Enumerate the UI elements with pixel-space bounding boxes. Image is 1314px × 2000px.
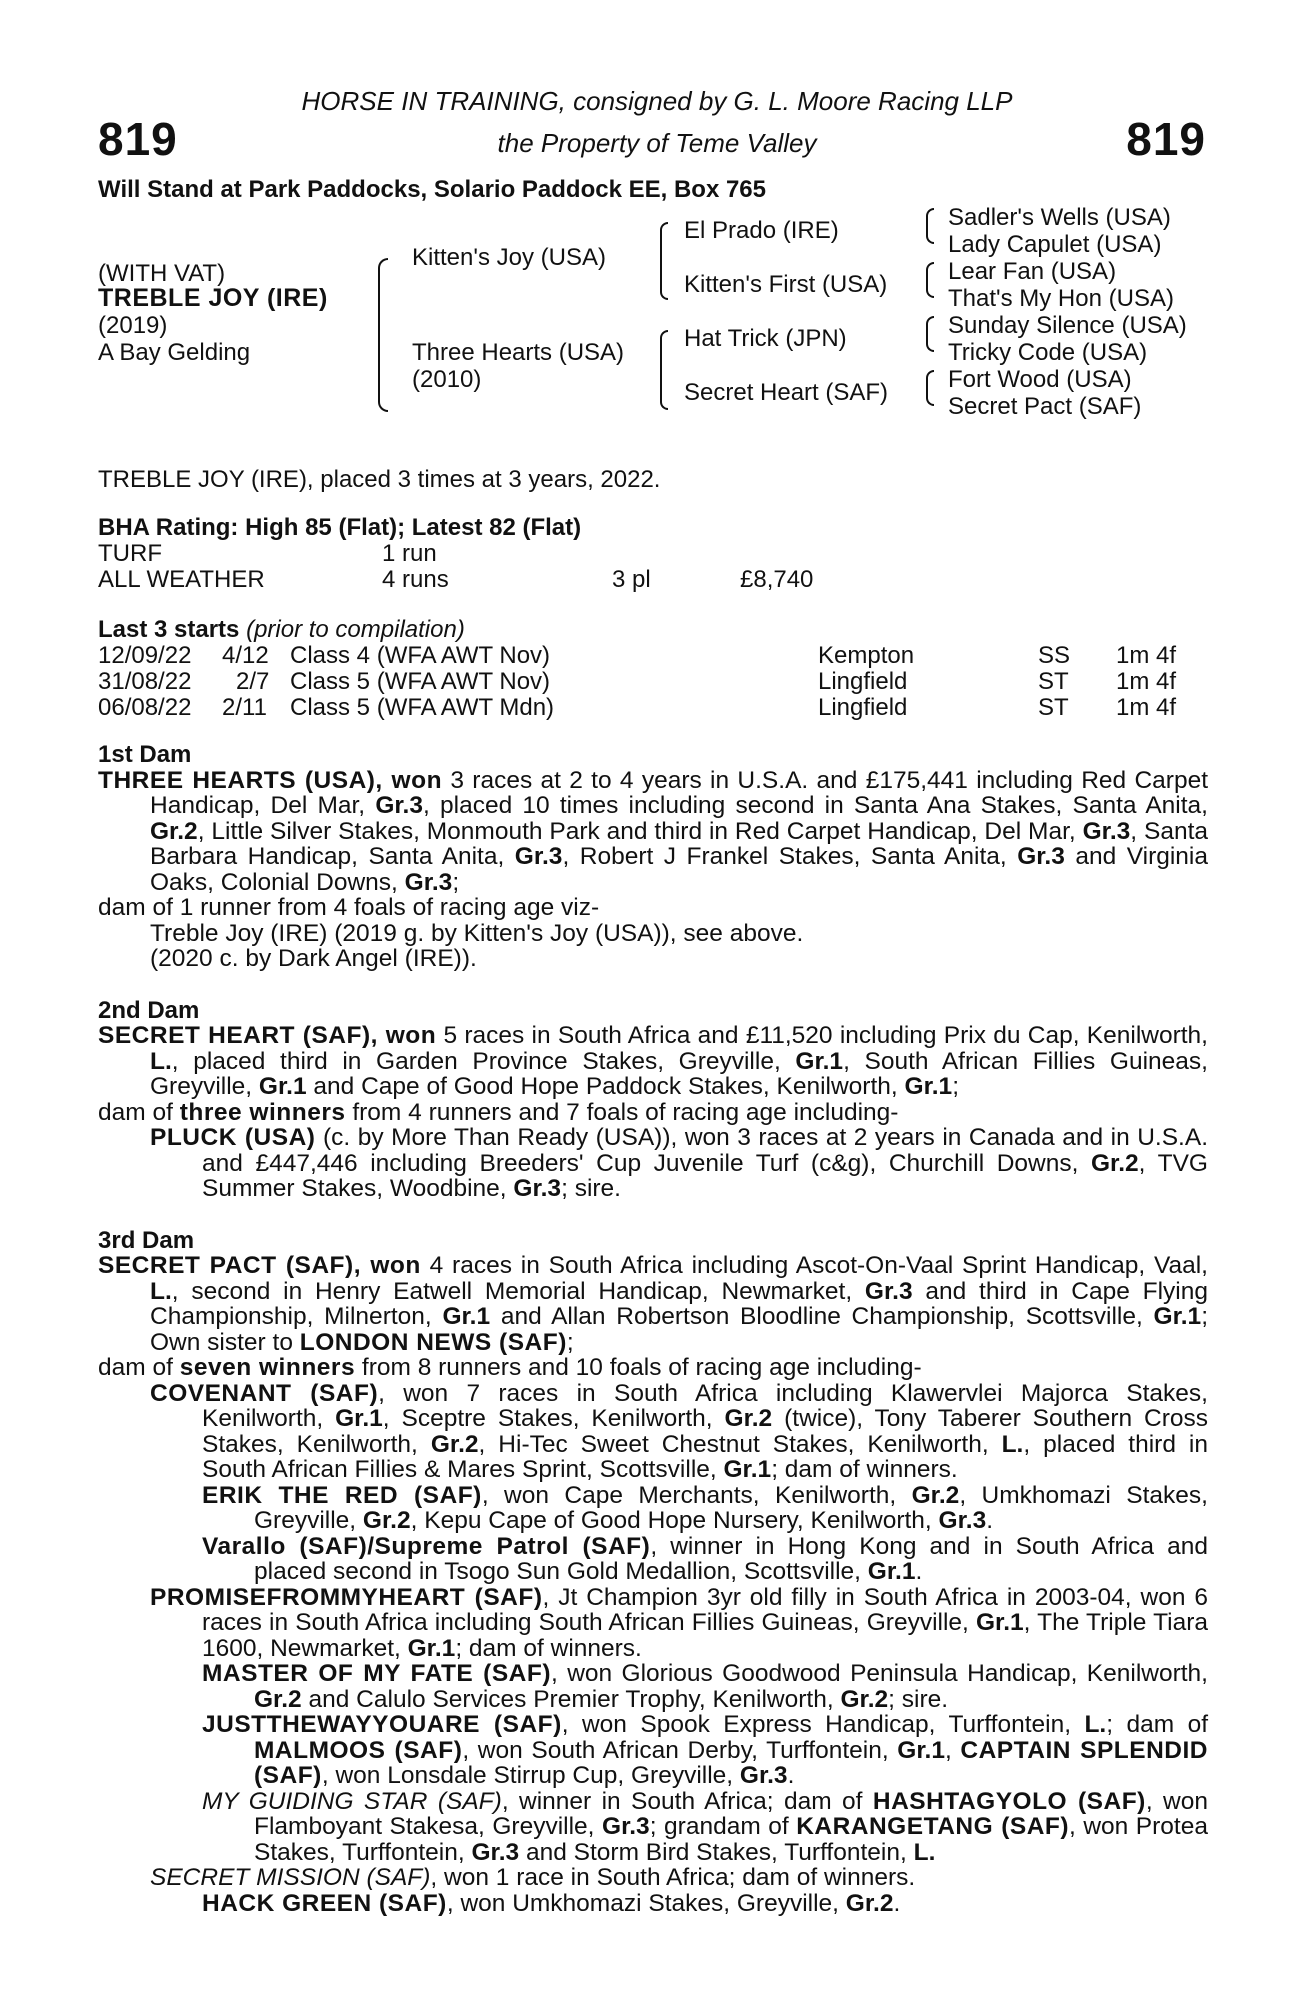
start-date: 12/09/22: [98, 642, 192, 669]
vat-note: (WITH VAT): [98, 260, 226, 287]
progeny-justthewayyouare: JUSTTHEWAYYOUARE (SAF), won Spook Express Handicap, Turffontein, L.; dam of MALMOOS (SAF), won South African Derby, Turffontein, Gr.1, CAPTAIN SPLENDID (SAF), won Lonsdale Stirrup Cup, Greyville, Gr.3.: [202, 1711, 1208, 1789]
third-dam-record: SECRET PACT (SAF), won 4 races in South Africa including Ascot-On-Vaal Sprint Handicap, Vaal, L., second in Henry Eatwell Memorial Handicap, Newmarket, Gr.3 and third in Cape Flying Championship, Milnerton, Gr.1 and Allan Robertson Bloodline Championship, Scottsville, Gr.1; Own sister to LONDON NEWS (SAF);: [98, 1252, 1209, 1356]
dam-dam: Secret Heart (SAF): [684, 379, 889, 406]
aw-placed: 3 pl: [612, 566, 651, 593]
dam-year: (2010): [412, 366, 482, 393]
last-starts-title: Last 3 starts: [98, 616, 240, 643]
start-course: Lingfield: [818, 694, 908, 721]
dam-sections: [98, 742, 1208, 1916]
first-dam-heading: 1st Dam: [98, 741, 192, 768]
race-summary: TREBLE JOY (IRE), placed 3 times at 3 years, 2022.: [98, 466, 661, 493]
last-starts-note: (prior to compilation): [246, 616, 465, 643]
turf-label: TURF: [98, 540, 162, 567]
turf-runs: 1 run: [382, 540, 437, 567]
start-course: Lingfield: [818, 668, 908, 695]
start-date: 31/08/22: [98, 668, 192, 695]
gen3-ancestor: That's My Hon (USA): [948, 285, 1174, 312]
aw-prize: £8,740: [740, 566, 814, 593]
lot-number-right: 819: [1126, 113, 1206, 165]
dam-brace: [660, 330, 668, 410]
start-going: ST: [1038, 668, 1069, 695]
progeny-varallo: Varallo (SAF)/Supreme Patrol (SAF), winner in Hong Kong and in South Africa and placed second in Tsogo Sun Gold Medallion, Scottsville, Gr.1.: [202, 1532, 1208, 1585]
pedigree-brace-main: [378, 258, 388, 412]
gen3-brace-1: [926, 208, 934, 244]
start-race: Class 4 (WFA AWT Nov): [290, 642, 551, 669]
sire-name: Kitten's Joy (USA): [412, 244, 606, 271]
gen3-ancestor: Sadler's Wells (USA): [948, 204, 1171, 231]
start-distance: 1m 4f: [1116, 642, 1177, 669]
dam-name: Three Hearts (USA): [412, 339, 625, 366]
start-distance: 1m 4f: [1116, 694, 1177, 721]
start-going: SS: [1038, 642, 1071, 669]
sire-brace: [660, 222, 668, 300]
bha-rating: BHA Rating: High 85 (Flat); Latest 82 (Flat): [98, 514, 582, 541]
progeny-covenant: COVENANT (SAF), won 7 races in South Africa including Klawervlei Majorca Stakes, Kenilworth, Gr.1, Sceptre Stakes, Kenilworth, Gr.2 (twice), Tony Taberer Southern Cross Stakes, Kenilworth, Gr.2, Hi-Tec Sweet Chestnut Stakes, Kenilworth, L., placed third in South African Fillies & Mares Sprint, Scottsville, Gr.1; dam of winners.: [150, 1379, 1208, 1483]
lot-number-left: 819: [98, 113, 178, 165]
start-date: 06/08/22: [98, 694, 192, 721]
start-race: Class 5 (WFA AWT Nov): [290, 668, 551, 695]
gen3-brace-2: [926, 262, 934, 298]
aw-runs: 4 runs: [382, 566, 449, 593]
second-dam-progeny: PLUCK (USA) (c. by More Than Ready (USA)), won 3 races at 2 years in Canada and in U.S.A. and £447,446 including Breeders' Cup Juvenile Turf (c&g), Churchill Downs, Gr.2, TVG Summer Stakes, Woodbine, Gr.3; sire.: [150, 1124, 1208, 1202]
first-dam-record: THREE HEARTS (USA), won 3 races at 2 to 4 years in U.S.A. and £175,441 including Red Carpet Handicap, Del Mar, Gr.3, placed 10 times including second in Santa Ana Stakes, Santa Anita, Gr.2, Little Silver Stakes, Monmouth Park and third in Red Carpet Handicap, Del Mar, Gr.3, Santa Barbara Handicap, Santa Anita, Gr.3, Robert J Frankel Stakes, Santa Anita, Gr.3 and Virginia Oaks, Colonial Downs, Gr.3;: [98, 766, 1209, 896]
first-dam-progeny: (2020 c. by Dark Angel (IRE)).: [150, 945, 477, 972]
stabling-line: Will Stand at Park Paddocks, Solario Paddock EE, Box 765: [98, 176, 767, 203]
aw-label: ALL WEATHER: [98, 566, 265, 593]
second-dam-heading: 2nd Dam: [98, 996, 200, 1024]
gen3-ancestor: Secret Pact (SAF): [948, 393, 1142, 420]
first-dam-name: THREE HEARTS (USA): [98, 766, 376, 794]
last-starts-heading: [98, 616, 465, 644]
start-distance: 1m 4f: [1116, 668, 1177, 695]
gen3-brace-4: [926, 370, 934, 406]
second-dam-record: SECRET HEART (SAF), won 5 races in South Africa and £11,520 including Prix du Cap, Kenilworth, L., placed third in Garden Province Stakes, Greyville, Gr.1, South African Fillies Guineas, Greyville, Gr.1 and Cape of Good Hope Paddock Stakes, Kenilworth, Gr.1;: [98, 1022, 1208, 1100]
progeny-my-guiding-star: MY GUIDING STAR (SAF), winner in South Africa; dam of HASHTAGYOLO (SAF), won Flamboyant Stakesa, Greyville, Gr.3; grandam of KARANGETANG (SAF), won Protea Stakes, Turffontein, Gr.3 and Storm Bird Stakes, Turffontein, L.: [202, 1787, 1208, 1866]
gen3-ancestor: Sunday Silence (USA): [948, 312, 1187, 339]
horse-name: TREBLE JOY (IRE): [98, 284, 328, 312]
start-position: 2/11: [222, 694, 267, 721]
progeny-erik-the-red: ERIK THE RED (SAF), won Cape Merchants, Kenilworth, Gr.2, Umkhomazi Stakes, Greyville, Gr.2, Kepu Cape of Good Hope Nursery, Kenilworth, Gr.3.: [202, 1481, 1208, 1534]
start-race: Class 5 (WFA AWT Mdn): [290, 694, 555, 721]
progeny-promisefrommyheart: PROMISEFROMMYHEART (SAF), Jt Champion 3yr old filly in South Africa in 2003-04, won 6 races in South Africa including South African Fillies Guineas, Greyville, Gr.1, The Triple Tiara 1600, Newmarket, Gr.1; dam of winners.: [150, 1583, 1209, 1662]
third-dam-heading: 3rd Dam: [98, 1226, 195, 1254]
progeny-secret-mission: SECRET MISSION (SAF), won 1 race in South Africa; dam of winners.: [150, 1864, 916, 1891]
start-position: 4/12: [222, 642, 269, 669]
property-line: the Property of Teme Valley: [497, 128, 817, 158]
second-dam-produce-intro: dam of three winners from 4 runners and 7 foals of racing age including-: [98, 1098, 899, 1126]
sire-dam: Kitten's First (USA): [684, 271, 888, 298]
progeny-hack-green: HACK GREEN (SAF), won Umkhomazi Stakes, Greyville, Gr.2.: [202, 1889, 901, 1917]
first-dam-produce-intro: dam of 1 runner from 4 foals of racing age viz-: [98, 894, 600, 921]
gen3-ancestor: Lear Fan (USA): [948, 258, 1117, 285]
sire-sire: El Prado (IRE): [684, 217, 839, 244]
dam-sire: Hat Trick (JPN): [684, 325, 847, 352]
gen3-ancestor: Tricky Code (USA): [948, 339, 1148, 366]
gen3-brace-3: [926, 316, 934, 352]
horse-description: A Bay Gelding: [98, 339, 251, 366]
start-position: 2/7: [236, 668, 270, 695]
gen3-ancestor: Lady Capulet (USA): [948, 231, 1162, 258]
third-dam-produce-intro: dam of seven winners from 8 runners and 10 foals of racing age including-: [98, 1354, 922, 1381]
gen3-ancestor: Fort Wood (USA): [948, 366, 1132, 393]
start-going: ST: [1038, 694, 1069, 721]
consignor-line: HORSE IN TRAINING, consigned by G. L. Moore Racing LLP: [301, 86, 1013, 116]
horse-year: (2019): [98, 312, 168, 339]
first-dam-progeny: Treble Joy (IRE) (2019 g. by Kitten's Joy (USA)), see above.: [150, 919, 804, 947]
start-course: Kempton: [818, 642, 915, 669]
progeny-master-of-my-fate: MASTER OF MY FATE (SAF), won Glorious Goodwood Peninsula Handicap, Kenilworth, Gr.2 and Calulo Services Premier Trophy, Kenilworth, Gr.2; sire.: [202, 1660, 1208, 1713]
